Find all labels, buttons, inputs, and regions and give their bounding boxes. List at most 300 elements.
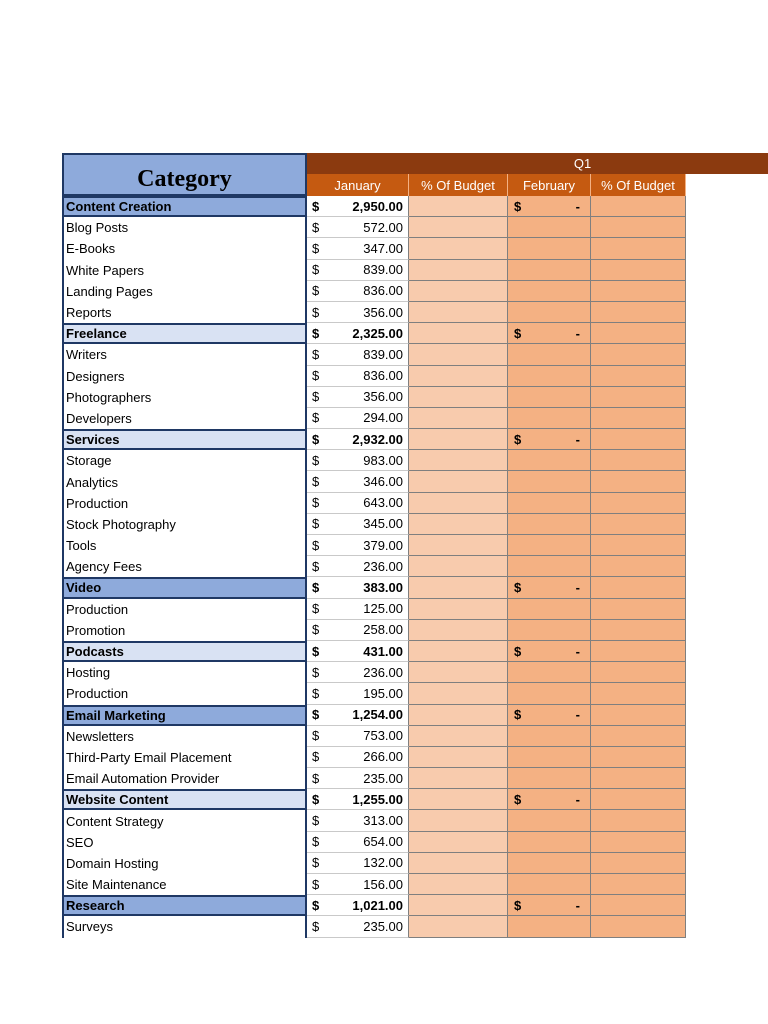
currency-symbol: $ <box>312 643 320 659</box>
january-pct-budget-cell[interactable] <box>409 514 508 535</box>
january-amount-cell[interactable] <box>307 577 409 598</box>
january-pct-budget-cell[interactable] <box>409 281 508 302</box>
currency-symbol: $ <box>312 240 320 256</box>
category-group-row <box>62 789 686 810</box>
table-row <box>62 387 686 408</box>
january-amount: 125.00 <box>363 601 403 617</box>
category-cell[interactable]: Writers <box>62 344 307 365</box>
table-row <box>62 302 686 323</box>
currency-symbol: $ <box>312 813 320 829</box>
february-amount-cell[interactable] <box>508 535 591 556</box>
currency-symbol: $ <box>312 537 320 553</box>
february-pct-budget-cell[interactable] <box>591 556 686 577</box>
category-cell[interactable]: Services <box>62 429 307 450</box>
currency-symbol: $ <box>312 918 320 934</box>
january-pct-budget-cell[interactable] <box>409 810 508 831</box>
february-amount-cell[interactable] <box>508 217 591 238</box>
category-cell[interactable]: Content Strategy <box>62 810 307 831</box>
february-amount-cell[interactable] <box>508 323 591 344</box>
january-header[interactable]: January <box>307 174 409 196</box>
february-amount-cell[interactable] <box>508 832 591 853</box>
january-amount: 836.00 <box>363 283 403 299</box>
january-amount-cell[interactable] <box>307 705 409 726</box>
table-row <box>62 408 686 429</box>
february-amount-cell[interactable] <box>508 281 591 302</box>
category-group-row <box>62 895 686 916</box>
february-pct-budget-cell[interactable] <box>591 238 686 259</box>
january-amount-cell[interactable] <box>307 895 409 916</box>
category-cell[interactable]: Storage <box>62 450 307 471</box>
january-pct-budget-cell[interactable] <box>409 705 508 726</box>
february-amount-cell[interactable] <box>508 726 591 747</box>
february-amount-cell[interactable] <box>508 853 591 874</box>
january-amount: 156.00 <box>363 876 403 892</box>
february-pct-budget-cell[interactable] <box>591 577 686 598</box>
january-amount-cell[interactable] <box>307 260 409 281</box>
currency-symbol: $ <box>514 325 522 341</box>
currency-symbol: $ <box>312 855 320 871</box>
table-row <box>62 599 686 620</box>
february-header[interactable]: February <box>508 174 591 196</box>
february-amount: - <box>575 791 580 807</box>
january-amount-cell[interactable] <box>307 662 409 683</box>
table-row <box>62 874 686 895</box>
february-amount-cell[interactable] <box>508 471 591 492</box>
table-row <box>62 535 686 556</box>
january-pct-budget-cell[interactable] <box>409 387 508 408</box>
february-pct-budget-cell[interactable] <box>591 832 686 853</box>
january-amount-cell[interactable] <box>307 747 409 768</box>
table-row <box>62 556 686 577</box>
category-group-row <box>62 705 686 726</box>
january-amount: 236.00 <box>363 558 403 574</box>
february-amount: - <box>575 579 580 595</box>
january-amount: 2,325.00 <box>352 325 403 341</box>
february-amount-cell[interactable] <box>508 683 591 704</box>
currency-symbol: $ <box>312 601 320 617</box>
january-pct-budget-cell[interactable] <box>409 556 508 577</box>
february-amount-cell[interactable] <box>508 599 591 620</box>
january-pct-budget-cell[interactable] <box>409 196 508 217</box>
pct-budget-header-2[interactable]: % Of Budget <box>591 174 686 196</box>
february-pct-budget-cell[interactable] <box>591 429 686 450</box>
january-amount-cell[interactable] <box>307 916 409 937</box>
currency-symbol: $ <box>312 685 320 701</box>
january-amount-cell[interactable] <box>307 810 409 831</box>
currency-symbol: $ <box>312 495 320 511</box>
currency-symbol: $ <box>312 219 320 235</box>
currency-symbol: $ <box>312 389 320 405</box>
table-row <box>62 260 686 281</box>
february-pct-budget-cell[interactable] <box>591 323 686 344</box>
january-amount-cell[interactable] <box>307 238 409 259</box>
february-pct-budget-cell[interactable] <box>591 344 686 365</box>
february-amount-cell[interactable] <box>508 196 591 217</box>
january-amount: 1,254.00 <box>352 707 403 723</box>
january-amount-cell[interactable] <box>307 832 409 853</box>
currency-symbol: $ <box>312 558 320 574</box>
february-pct-budget-cell[interactable] <box>591 302 686 323</box>
category-cell[interactable]: Research <box>62 895 307 916</box>
category-cell[interactable]: Surveys <box>62 916 307 937</box>
february-pct-budget-cell[interactable] <box>591 408 686 429</box>
february-amount-cell[interactable] <box>508 620 591 641</box>
january-amount: 2,932.00 <box>352 431 403 447</box>
category-cell[interactable]: Agency Fees <box>62 556 307 577</box>
category-group-row <box>62 641 686 662</box>
currency-symbol: $ <box>312 897 320 913</box>
february-pct-budget-cell[interactable] <box>591 874 686 895</box>
table-row <box>62 916 686 937</box>
currency-symbol: $ <box>514 791 522 807</box>
january-pct-budget-cell[interactable] <box>409 302 508 323</box>
category-cell[interactable]: Production <box>62 683 307 704</box>
february-amount-cell[interactable] <box>508 302 591 323</box>
february-amount-cell[interactable] <box>508 408 591 429</box>
currency-symbol: $ <box>312 579 320 595</box>
currency-symbol: $ <box>312 452 320 468</box>
table-row <box>62 493 686 514</box>
february-amount-cell[interactable] <box>508 429 591 450</box>
category-cell[interactable]: Analytics <box>62 471 307 492</box>
january-amount: 235.00 <box>363 918 403 934</box>
category-cell[interactable]: Promotion <box>62 620 307 641</box>
category-cell[interactable]: Landing Pages <box>62 281 307 302</box>
january-pct-budget-cell[interactable] <box>409 450 508 471</box>
category-cell[interactable]: Video <box>62 577 307 598</box>
january-amount: 836.00 <box>363 368 403 384</box>
january-pct-budget-cell[interactable] <box>409 344 508 365</box>
february-amount: - <box>575 643 580 659</box>
january-pct-budget-cell[interactable] <box>409 493 508 514</box>
january-amount-cell[interactable] <box>307 493 409 514</box>
february-amount-cell[interactable] <box>508 789 591 810</box>
currency-symbol: $ <box>514 431 522 447</box>
category-group-row <box>62 577 686 598</box>
category-cell[interactable]: Designers <box>62 366 307 387</box>
february-pct-budget-cell[interactable] <box>591 471 686 492</box>
january-amount: 383.00 <box>363 579 403 595</box>
january-amount-cell[interactable] <box>307 874 409 895</box>
category-cell[interactable]: Developers <box>62 408 307 429</box>
category-cell[interactable]: Third-Party Email Placement <box>62 747 307 768</box>
category-cell[interactable]: Tools <box>62 535 307 556</box>
january-pct-budget-cell[interactable] <box>409 853 508 874</box>
january-amount-cell[interactable] <box>307 471 409 492</box>
january-pct-budget-cell[interactable] <box>409 577 508 598</box>
january-amount: 431.00 <box>363 643 403 659</box>
category-cell[interactable]: Site Maintenance <box>62 874 307 895</box>
february-pct-budget-cell[interactable] <box>591 281 686 302</box>
february-amount-cell[interactable] <box>508 260 591 281</box>
february-amount-cell[interactable] <box>508 662 591 683</box>
february-amount: - <box>575 897 580 913</box>
january-pct-budget-cell[interactable] <box>409 366 508 387</box>
table-row <box>62 471 686 492</box>
category-cell[interactable]: Email Automation Provider <box>62 768 307 789</box>
january-pct-budget-cell[interactable] <box>409 238 508 259</box>
january-amount-cell[interactable] <box>307 302 409 323</box>
january-pct-budget-cell[interactable] <box>409 832 508 853</box>
category-cell[interactable]: White Papers <box>62 260 307 281</box>
february-amount-cell[interactable] <box>508 493 591 514</box>
january-amount: 654.00 <box>363 834 403 850</box>
january-amount: 753.00 <box>363 728 403 744</box>
january-pct-budget-cell[interactable] <box>409 874 508 895</box>
category-cell[interactable]: Website Content <box>62 789 307 810</box>
category-cell[interactable]: SEO <box>62 832 307 853</box>
february-amount-cell[interactable] <box>508 450 591 471</box>
category-group-row <box>62 429 686 450</box>
january-pct-budget-cell[interactable] <box>409 260 508 281</box>
category-group-row <box>62 196 686 217</box>
february-pct-budget-cell[interactable] <box>591 810 686 831</box>
january-pct-budget-cell[interactable] <box>409 323 508 344</box>
february-pct-budget-cell[interactable] <box>591 260 686 281</box>
february-pct-budget-cell[interactable] <box>591 514 686 535</box>
february-amount-cell[interactable] <box>508 238 591 259</box>
january-pct-budget-cell[interactable] <box>409 641 508 662</box>
january-amount: 345.00 <box>363 516 403 532</box>
january-pct-budget-cell[interactable] <box>409 726 508 747</box>
currency-symbol: $ <box>514 643 522 659</box>
february-pct-budget-cell[interactable] <box>591 217 686 238</box>
february-amount-cell[interactable] <box>508 344 591 365</box>
february-amount-cell[interactable] <box>508 895 591 916</box>
january-amount-cell[interactable] <box>307 768 409 789</box>
table-row <box>62 810 686 831</box>
currency-symbol: $ <box>312 664 320 680</box>
february-amount-cell[interactable] <box>508 810 591 831</box>
table-row <box>62 832 686 853</box>
january-pct-budget-cell[interactable] <box>409 662 508 683</box>
january-amount-cell[interactable] <box>307 408 409 429</box>
february-amount-cell[interactable] <box>508 577 591 598</box>
currency-symbol: $ <box>312 622 320 638</box>
january-amount: 356.00 <box>363 389 403 405</box>
january-pct-budget-cell[interactable] <box>409 429 508 450</box>
category-cell[interactable]: Domain Hosting <box>62 853 307 874</box>
currency-symbol: $ <box>514 198 522 214</box>
category-cell[interactable]: Photographers <box>62 387 307 408</box>
january-pct-budget-cell[interactable] <box>409 768 508 789</box>
category-cell[interactable]: Freelance <box>62 323 307 344</box>
january-pct-budget-cell[interactable] <box>409 408 508 429</box>
january-amount-cell[interactable] <box>307 514 409 535</box>
currency-symbol: $ <box>312 474 320 490</box>
january-amount: 235.00 <box>363 770 403 786</box>
february-pct-budget-cell[interactable] <box>591 641 686 662</box>
january-pct-budget-cell[interactable] <box>409 916 508 937</box>
category-cell[interactable]: Podcasts <box>62 641 307 662</box>
february-pct-budget-cell[interactable] <box>591 599 686 620</box>
january-amount-cell[interactable] <box>307 726 409 747</box>
table-row <box>62 344 686 365</box>
january-amount: 983.00 <box>363 452 403 468</box>
february-amount: - <box>575 707 580 723</box>
january-amount-cell[interactable] <box>307 641 409 662</box>
table-row <box>62 620 686 641</box>
january-amount-cell[interactable] <box>307 429 409 450</box>
january-amount-cell[interactable] <box>307 281 409 302</box>
currency-symbol: $ <box>312 834 320 850</box>
currency-symbol: $ <box>312 770 320 786</box>
currency-symbol: $ <box>312 876 320 892</box>
february-pct-budget-cell[interactable] <box>591 450 686 471</box>
table-row <box>62 768 686 789</box>
february-pct-budget-cell[interactable] <box>591 366 686 387</box>
category-cell[interactable]: Stock Photography <box>62 514 307 535</box>
february-pct-budget-cell[interactable] <box>591 789 686 810</box>
currency-symbol: $ <box>312 431 320 447</box>
currency-symbol: $ <box>312 368 320 384</box>
february-amount-cell[interactable] <box>508 556 591 577</box>
category-cell[interactable]: Blog Posts <box>62 217 307 238</box>
january-pct-budget-cell[interactable] <box>409 683 508 704</box>
february-pct-budget-cell[interactable] <box>591 620 686 641</box>
currency-symbol: $ <box>312 198 320 214</box>
table-row <box>62 281 686 302</box>
currency-symbol: $ <box>312 325 320 341</box>
january-amount-cell[interactable] <box>307 789 409 810</box>
february-amount: - <box>575 198 580 214</box>
january-amount-cell[interactable] <box>307 450 409 471</box>
january-amount-cell[interactable] <box>307 217 409 238</box>
category-header[interactable]: Category <box>62 153 307 196</box>
january-pct-budget-cell[interactable] <box>409 789 508 810</box>
january-pct-budget-cell[interactable] <box>409 471 508 492</box>
february-amount: - <box>575 325 580 341</box>
pct-budget-header-1[interactable]: % Of Budget <box>409 174 508 196</box>
january-amount: 1,021.00 <box>352 897 403 913</box>
january-pct-budget-cell[interactable] <box>409 599 508 620</box>
january-pct-budget-cell[interactable] <box>409 620 508 641</box>
category-group-row <box>62 323 686 344</box>
table-row <box>62 683 686 704</box>
january-amount-cell[interactable] <box>307 196 409 217</box>
january-amount-cell[interactable] <box>307 387 409 408</box>
february-amount-cell[interactable] <box>508 874 591 895</box>
february-amount-cell[interactable] <box>508 514 591 535</box>
january-amount: 266.00 <box>363 749 403 765</box>
january-amount: 2,950.00 <box>352 198 403 214</box>
budget-rows <box>62 196 686 938</box>
january-amount-cell[interactable] <box>307 620 409 641</box>
category-cell[interactable]: Production <box>62 493 307 514</box>
february-pct-budget-cell[interactable] <box>591 662 686 683</box>
currency-symbol: $ <box>312 749 320 765</box>
february-pct-budget-cell[interactable] <box>591 705 686 726</box>
currency-symbol: $ <box>312 262 320 278</box>
february-pct-budget-cell[interactable] <box>591 916 686 937</box>
january-amount: 258.00 <box>363 622 403 638</box>
february-pct-budget-cell[interactable] <box>591 493 686 514</box>
table-row <box>62 726 686 747</box>
table-row <box>62 238 686 259</box>
january-amount-cell[interactable] <box>307 366 409 387</box>
table-row <box>62 747 686 768</box>
table-row <box>62 217 686 238</box>
february-amount-cell[interactable] <box>508 641 591 662</box>
currency-symbol: $ <box>312 346 320 362</box>
month-header-row <box>307 174 686 196</box>
category-cell[interactable]: Reports <box>62 302 307 323</box>
table-row <box>62 662 686 683</box>
february-pct-budget-cell[interactable] <box>591 535 686 556</box>
january-amount: 313.00 <box>363 813 403 829</box>
category-cell[interactable]: Email Marketing <box>62 705 307 726</box>
currency-symbol: $ <box>312 728 320 744</box>
currency-symbol: $ <box>514 579 522 595</box>
january-amount: 347.00 <box>363 240 403 256</box>
february-amount-cell[interactable] <box>508 705 591 726</box>
february-amount-cell[interactable] <box>508 387 591 408</box>
january-amount: 132.00 <box>363 855 403 871</box>
january-amount: 1,255.00 <box>352 791 403 807</box>
february-pct-budget-cell[interactable] <box>591 726 686 747</box>
january-amount: 643.00 <box>363 495 403 511</box>
february-amount-cell[interactable] <box>508 916 591 937</box>
february-pct-budget-cell[interactable] <box>591 747 686 768</box>
quarter-header[interactable]: Q1 <box>307 153 768 174</box>
currency-symbol: $ <box>514 897 522 913</box>
january-amount-cell[interactable] <box>307 853 409 874</box>
january-pct-budget-cell[interactable] <box>409 895 508 916</box>
january-amount-cell[interactable] <box>307 683 409 704</box>
february-pct-budget-cell[interactable] <box>591 196 686 217</box>
currency-symbol: $ <box>312 304 320 320</box>
february-amount: - <box>575 431 580 447</box>
category-cell[interactable]: Production <box>62 599 307 620</box>
category-cell[interactable]: Content Creation <box>62 196 307 217</box>
table-row <box>62 450 686 471</box>
currency-symbol: $ <box>312 791 320 807</box>
january-pct-budget-cell[interactable] <box>409 535 508 556</box>
january-amount-cell[interactable] <box>307 599 409 620</box>
category-cell[interactable]: Newsletters <box>62 726 307 747</box>
january-amount-cell[interactable] <box>307 535 409 556</box>
currency-symbol: $ <box>514 707 522 723</box>
table-row <box>62 853 686 874</box>
currency-symbol: $ <box>312 516 320 532</box>
january-amount: 346.00 <box>363 474 403 490</box>
february-amount-cell[interactable] <box>508 366 591 387</box>
february-amount-cell[interactable] <box>508 747 591 768</box>
category-cell[interactable]: E-Books <box>62 238 307 259</box>
january-amount: 572.00 <box>363 219 403 235</box>
currency-symbol: $ <box>312 707 320 723</box>
february-pct-budget-cell[interactable] <box>591 853 686 874</box>
january-amount: 839.00 <box>363 262 403 278</box>
table-row <box>62 366 686 387</box>
january-pct-budget-cell[interactable] <box>409 747 508 768</box>
january-amount-cell[interactable] <box>307 556 409 577</box>
january-amount: 236.00 <box>363 664 403 680</box>
january-amount-cell[interactable] <box>307 323 409 344</box>
february-pct-budget-cell[interactable] <box>591 387 686 408</box>
january-amount: 195.00 <box>363 685 403 701</box>
january-pct-budget-cell[interactable] <box>409 217 508 238</box>
currency-symbol: $ <box>312 410 320 426</box>
february-pct-budget-cell[interactable] <box>591 683 686 704</box>
february-pct-budget-cell[interactable] <box>591 768 686 789</box>
january-amount: 839.00 <box>363 346 403 362</box>
january-amount-cell[interactable] <box>307 344 409 365</box>
february-pct-budget-cell[interactable] <box>591 895 686 916</box>
january-amount: 294.00 <box>363 410 403 426</box>
category-cell[interactable]: Hosting <box>62 662 307 683</box>
february-amount-cell[interactable] <box>508 768 591 789</box>
